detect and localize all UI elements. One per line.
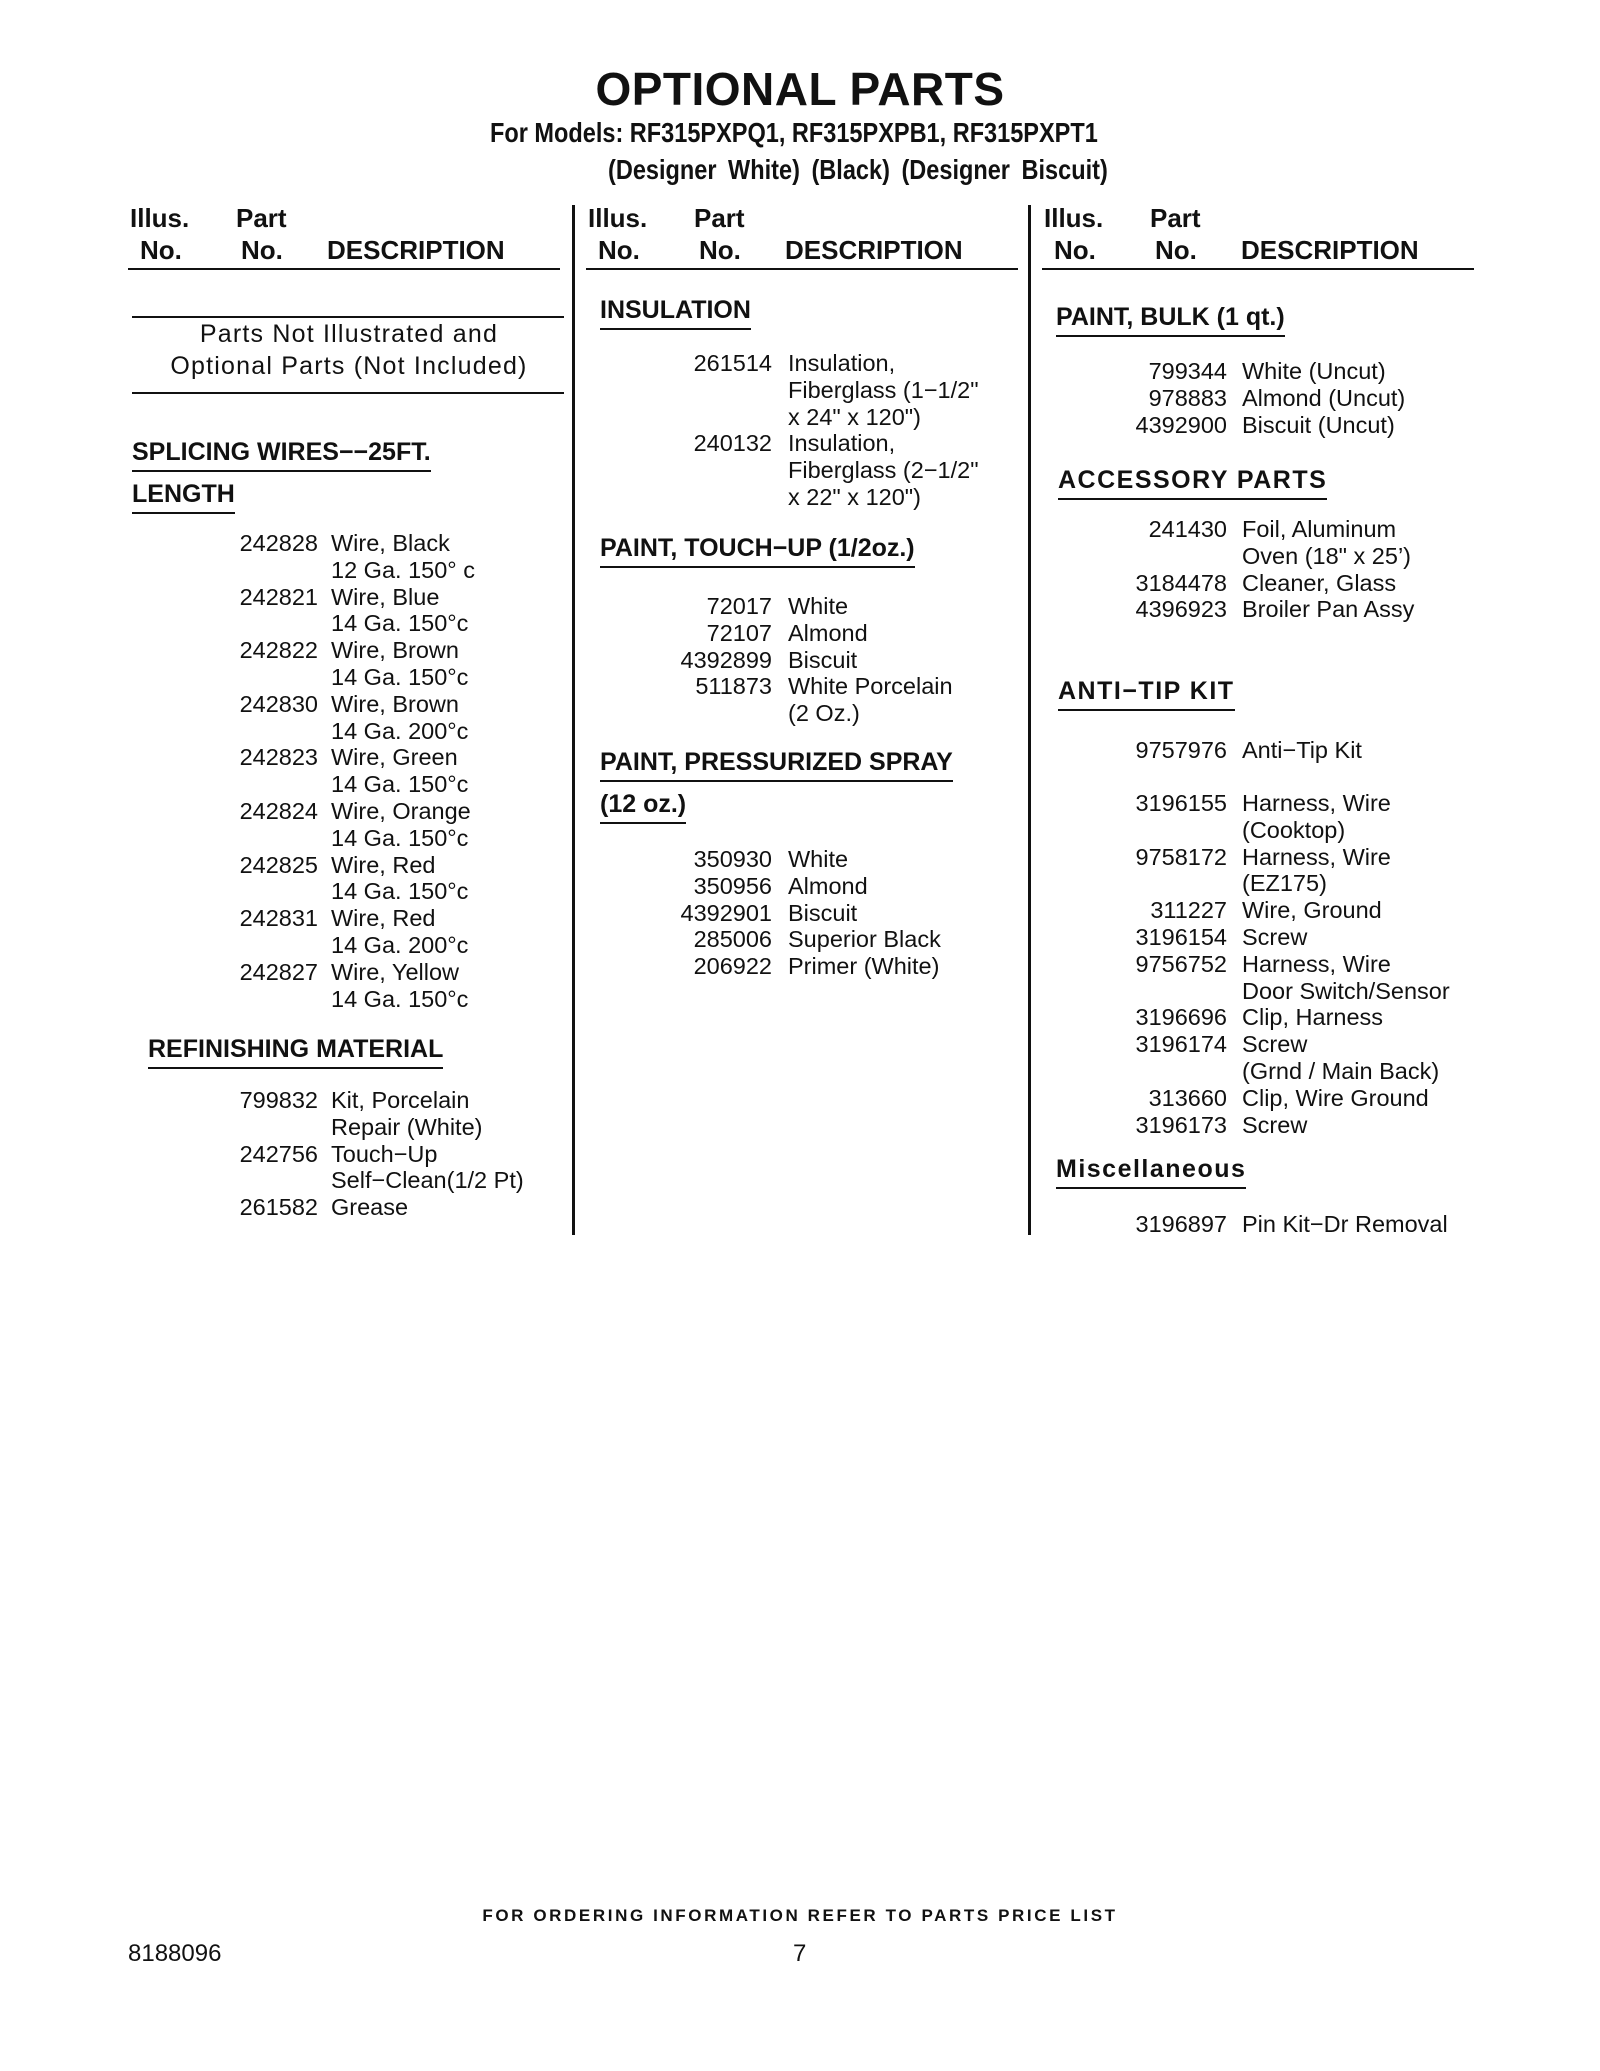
part-row-continued bbox=[1042, 977, 1450, 1005]
document-number: 8188096 bbox=[128, 1940, 222, 1967]
part-number: 242831 bbox=[239, 905, 318, 932]
section-title: Miscellaneous bbox=[1056, 1155, 1246, 1189]
header-part: Part bbox=[694, 203, 745, 233]
part-row bbox=[586, 673, 953, 700]
part-number: 350930 bbox=[693, 846, 772, 872]
part-description: White Porcelain bbox=[788, 673, 953, 700]
section-insulation bbox=[600, 296, 751, 338]
section-title: PAINT, TOUCH−UP (1/2oz.) bbox=[600, 534, 915, 568]
part-description: Harness, Wire bbox=[1242, 843, 1391, 870]
spray-list bbox=[586, 846, 941, 980]
colors-line: (Designer White) (Black) (Designer Biscuit) bbox=[608, 154, 1108, 185]
misc-list bbox=[1042, 1211, 1448, 1238]
part-row bbox=[586, 619, 868, 647]
column-header bbox=[128, 200, 558, 270]
part-number: 242830 bbox=[239, 690, 318, 717]
header-part: Part bbox=[236, 203, 287, 233]
part-row bbox=[1042, 1211, 1448, 1238]
section-title: PAINT, PRESSURIZED SPRAY bbox=[600, 748, 953, 782]
part-description: (Cooktop) bbox=[1242, 816, 1346, 843]
part-row-continued bbox=[1042, 542, 1411, 570]
part-row bbox=[1042, 411, 1395, 439]
part-description: Foil, Aluminum bbox=[1242, 516, 1397, 542]
part-row-continued bbox=[128, 771, 528, 798]
part-number: 799832 bbox=[239, 1087, 318, 1113]
part-number: 3196174 bbox=[1135, 1031, 1227, 1058]
part-row bbox=[1042, 897, 1382, 924]
part-description: Wire, Yellow bbox=[331, 958, 459, 985]
part-number: 978883 bbox=[1148, 384, 1227, 411]
part-number: 242825 bbox=[239, 851, 318, 878]
header-part: Part bbox=[1150, 203, 1201, 233]
part-number: 206922 bbox=[693, 953, 772, 980]
part-row bbox=[586, 350, 896, 377]
part-row bbox=[128, 637, 528, 664]
header-illus-no: No. bbox=[598, 235, 640, 265]
part-number: 4392899 bbox=[680, 646, 772, 673]
part-number: 3196173 bbox=[1135, 1111, 1227, 1138]
part-row-continued bbox=[128, 1114, 528, 1141]
part-description: 14 Ga. 200°c bbox=[331, 931, 469, 958]
insulation-list bbox=[586, 350, 979, 511]
part-description: Wire, Blue bbox=[331, 583, 440, 610]
part-number: 313660 bbox=[1148, 1084, 1227, 1111]
part-row bbox=[1042, 1084, 1429, 1112]
part-description: x 24" x 120") bbox=[788, 403, 921, 430]
part-description: Wire, Brown bbox=[331, 690, 459, 717]
section-title: ANTI−TIP KIT bbox=[1058, 677, 1235, 711]
part-number: 72017 bbox=[706, 593, 772, 619]
part-description: Pin Kit−Dr Removal bbox=[1242, 1211, 1448, 1237]
part-row-continued bbox=[128, 825, 528, 852]
header-part-no: No. bbox=[1155, 235, 1197, 265]
part-row-continued bbox=[586, 403, 921, 431]
part-description: Anti−Tip Kit bbox=[1242, 737, 1362, 763]
part-number: 9756752 bbox=[1135, 950, 1227, 977]
part-description: Touch−Up bbox=[331, 1140, 438, 1167]
section-pressurized-spray bbox=[600, 748, 953, 832]
part-description: Fiberglass (1−1/2" bbox=[788, 376, 979, 403]
part-number: 3196897 bbox=[1135, 1211, 1227, 1237]
part-description: Kit, Porcelain bbox=[331, 1087, 470, 1113]
part-description: Clip, Harness bbox=[1242, 1004, 1384, 1031]
part-row bbox=[1042, 358, 1386, 385]
part-row-continued bbox=[128, 610, 528, 637]
part-description: Harness, Wire bbox=[1242, 950, 1391, 977]
part-description: Screw bbox=[1242, 923, 1308, 950]
note-line-2: Optional Parts (Not Included) bbox=[170, 352, 528, 380]
part-row-continued bbox=[586, 700, 860, 727]
section-touchup bbox=[600, 534, 915, 576]
part-row bbox=[128, 691, 528, 718]
part-row-continued bbox=[128, 986, 528, 1013]
part-description: Biscuit bbox=[788, 899, 858, 926]
part-description: Self−Clean(1/2 Pt) bbox=[331, 1167, 524, 1194]
part-row bbox=[586, 430, 896, 457]
section-splicing-wires bbox=[132, 438, 431, 522]
part-row-continued bbox=[128, 664, 528, 691]
part-row bbox=[128, 530, 528, 557]
part-number: 350956 bbox=[693, 872, 772, 899]
part-description: Harness, Wire bbox=[1242, 790, 1391, 816]
part-row bbox=[1042, 516, 1397, 543]
parts-note bbox=[134, 318, 564, 382]
splicing-wires-list bbox=[128, 530, 528, 1012]
part-description: Wire, Orange bbox=[331, 797, 471, 824]
header-part-no: No. bbox=[241, 235, 283, 265]
column-1 bbox=[128, 200, 568, 1240]
part-row bbox=[1042, 737, 1362, 764]
part-row bbox=[128, 744, 528, 771]
section-title: LENGTH bbox=[132, 480, 235, 514]
part-description: Biscuit (Uncut) bbox=[1242, 411, 1395, 438]
part-description: Wire, Black bbox=[331, 530, 450, 556]
header-description: DESCRIPTION bbox=[327, 235, 505, 265]
part-row bbox=[1042, 950, 1391, 978]
part-number: 241430 bbox=[1148, 516, 1227, 542]
part-description: 14 Ga. 150°c bbox=[331, 771, 469, 798]
part-row bbox=[128, 905, 528, 932]
part-number: 242824 bbox=[239, 797, 318, 824]
part-row-continued bbox=[1042, 816, 1346, 844]
part-number: 261582 bbox=[239, 1194, 318, 1221]
part-row bbox=[128, 1194, 528, 1221]
harness-list bbox=[1042, 790, 1450, 1138]
part-description: Insulation, bbox=[788, 430, 896, 457]
part-row bbox=[586, 899, 858, 927]
part-description: Almond (Uncut) bbox=[1242, 384, 1406, 411]
header-description: DESCRIPTION bbox=[1241, 235, 1419, 265]
part-description: 14 Ga. 150°c bbox=[331, 610, 469, 637]
page-number: 7 bbox=[793, 1940, 807, 1967]
section-miscellaneous bbox=[1056, 1155, 1246, 1197]
part-number: 9757976 bbox=[1135, 737, 1227, 763]
column-divider bbox=[1028, 205, 1031, 1235]
part-row bbox=[586, 926, 941, 953]
part-description: Superior Black bbox=[788, 926, 941, 953]
part-row bbox=[128, 852, 528, 879]
part-description: Clip, Wire Ground bbox=[1242, 1084, 1429, 1111]
accessory-list bbox=[1042, 516, 1415, 623]
column-header bbox=[586, 200, 1016, 270]
section-anti-tip bbox=[1058, 677, 1235, 719]
part-number: 799344 bbox=[1148, 358, 1227, 384]
part-description: White bbox=[788, 846, 849, 872]
part-description: 14 Ga. 150°c bbox=[331, 663, 469, 690]
part-number: 3184478 bbox=[1135, 569, 1227, 596]
touchup-list bbox=[586, 593, 953, 727]
part-description: Fiberglass (2−1/2" bbox=[788, 457, 979, 484]
part-row bbox=[1042, 923, 1308, 951]
note-line-1: Parts Not Illustrated and bbox=[199, 320, 499, 348]
part-description: (Grnd / Main Back) bbox=[1242, 1057, 1440, 1084]
part-number: 3196696 bbox=[1135, 1004, 1227, 1031]
part-description: Wire, Green bbox=[331, 744, 458, 771]
part-row bbox=[1042, 1004, 1384, 1031]
part-description: Door Switch/Sensor bbox=[1242, 977, 1450, 1004]
part-row-continued bbox=[1042, 870, 1327, 897]
part-description: (2 Oz.) bbox=[788, 700, 860, 727]
part-description: Cleaner, Glass bbox=[1242, 569, 1397, 596]
part-row-continued bbox=[1042, 1057, 1440, 1085]
part-description: White (Uncut) bbox=[1242, 358, 1386, 384]
part-number: 72107 bbox=[706, 619, 772, 646]
section-title: (12 oz.) bbox=[600, 790, 686, 824]
part-description: Screw bbox=[1242, 1031, 1308, 1058]
part-number: 242823 bbox=[239, 744, 318, 771]
part-row-continued bbox=[128, 1167, 528, 1194]
part-row bbox=[586, 953, 940, 980]
part-row-continued bbox=[128, 878, 528, 905]
part-row bbox=[1042, 1111, 1308, 1139]
part-description: x 22" x 120") bbox=[788, 483, 921, 510]
part-description: Biscuit bbox=[788, 646, 858, 673]
part-number: 242756 bbox=[239, 1140, 318, 1167]
part-number: 242821 bbox=[239, 583, 318, 610]
page-title: OPTIONAL PARTS bbox=[595, 63, 1005, 115]
part-row-continued bbox=[586, 376, 979, 404]
part-row bbox=[586, 593, 849, 620]
part-number: 3196155 bbox=[1135, 790, 1227, 816]
part-number: 4392901 bbox=[680, 899, 772, 926]
part-row-continued bbox=[586, 483, 921, 511]
section-refinishing bbox=[148, 1035, 443, 1077]
part-number: 285006 bbox=[693, 926, 772, 953]
header-illus: Illus. bbox=[1044, 203, 1104, 233]
column-header bbox=[1042, 200, 1472, 270]
section-title: REFINISHING MATERIAL bbox=[148, 1035, 443, 1069]
part-row bbox=[1042, 1031, 1308, 1058]
section-accessory bbox=[1058, 466, 1327, 508]
part-description: Almond bbox=[788, 872, 868, 899]
part-description: 12 Ga. 150° c bbox=[331, 556, 475, 583]
part-description: Primer (White) bbox=[788, 953, 940, 980]
part-description: 14 Ga. 200°c bbox=[331, 717, 469, 744]
part-description: Almond bbox=[788, 619, 868, 646]
part-description: 14 Ga. 150°c bbox=[331, 985, 469, 1012]
header-description: DESCRIPTION bbox=[785, 235, 963, 265]
part-description: Oven (18" x 25’) bbox=[1242, 542, 1411, 569]
part-description: White bbox=[788, 593, 849, 619]
part-number: 9758172 bbox=[1135, 843, 1227, 870]
part-number: 3196154 bbox=[1135, 923, 1227, 950]
part-description: 14 Ga. 150°c bbox=[331, 824, 469, 851]
models-line: For Models: RF315PXPQ1, RF315PXPB1, RF315PXPT1 bbox=[490, 117, 1098, 148]
part-description: (EZ175) bbox=[1242, 870, 1327, 897]
part-row bbox=[1042, 384, 1406, 412]
part-number: 311227 bbox=[1150, 897, 1227, 924]
part-row-continued bbox=[586, 457, 979, 484]
part-row bbox=[1042, 596, 1415, 623]
column-3 bbox=[1042, 200, 1482, 1240]
part-row bbox=[1042, 569, 1397, 597]
part-description: Grease bbox=[331, 1194, 409, 1221]
part-row bbox=[1042, 790, 1391, 817]
header-illus-no: No. bbox=[1054, 235, 1096, 265]
part-description: Wire, Ground bbox=[1242, 897, 1382, 924]
part-row bbox=[128, 798, 528, 825]
part-description: 14 Ga. 150°c bbox=[331, 878, 469, 905]
part-description: Wire, Red bbox=[331, 851, 436, 878]
part-number: 261514 bbox=[693, 350, 772, 376]
section-title: ACCESSORY PARTS bbox=[1058, 466, 1327, 500]
part-row-continued bbox=[128, 932, 528, 959]
section-title: SPLICING WIRES−−25FT. bbox=[132, 438, 431, 472]
refinishing-list bbox=[128, 1087, 528, 1221]
part-row bbox=[586, 872, 868, 900]
part-row bbox=[586, 646, 858, 674]
part-number: 4396923 bbox=[1135, 596, 1227, 623]
part-row bbox=[1042, 843, 1391, 871]
part-number: 242828 bbox=[239, 530, 318, 556]
header-part-no: No. bbox=[699, 235, 741, 265]
part-row bbox=[128, 584, 528, 611]
part-number: 4392900 bbox=[1135, 411, 1227, 438]
part-number: 240132 bbox=[693, 430, 772, 457]
section-title: PAINT, BULK (1 qt.) bbox=[1056, 303, 1285, 337]
part-description: Repair (White) bbox=[331, 1113, 483, 1140]
part-row-continued bbox=[128, 718, 528, 745]
section-title: INSULATION bbox=[600, 296, 751, 330]
part-description: Wire, Brown bbox=[331, 637, 459, 664]
part-description: Wire, Red bbox=[331, 905, 436, 932]
part-description: Insulation, bbox=[788, 350, 896, 376]
part-number: 242822 bbox=[239, 637, 318, 664]
header-illus: Illus. bbox=[588, 203, 648, 233]
anti-tip-list bbox=[1042, 737, 1362, 764]
part-row-continued bbox=[128, 557, 528, 584]
ordering-footer: FOR ORDERING INFORMATION REFER TO PARTS PRICE LIST bbox=[482, 1906, 1118, 1925]
paint-bulk-list bbox=[1042, 358, 1406, 438]
section-paint-bulk bbox=[1056, 303, 1285, 345]
header-illus-no: No. bbox=[140, 235, 182, 265]
part-row bbox=[128, 1141, 528, 1168]
column-2 bbox=[586, 200, 1026, 1240]
header-illus: Illus. bbox=[130, 203, 190, 233]
part-description: Broiler Pan Assy bbox=[1242, 596, 1415, 623]
part-number: 511873 bbox=[695, 673, 772, 700]
column-divider bbox=[572, 205, 575, 1235]
part-row bbox=[128, 959, 528, 986]
part-row bbox=[586, 846, 849, 873]
part-number: 242827 bbox=[239, 958, 318, 985]
part-row bbox=[128, 1087, 528, 1114]
part-description: Screw bbox=[1242, 1111, 1308, 1138]
